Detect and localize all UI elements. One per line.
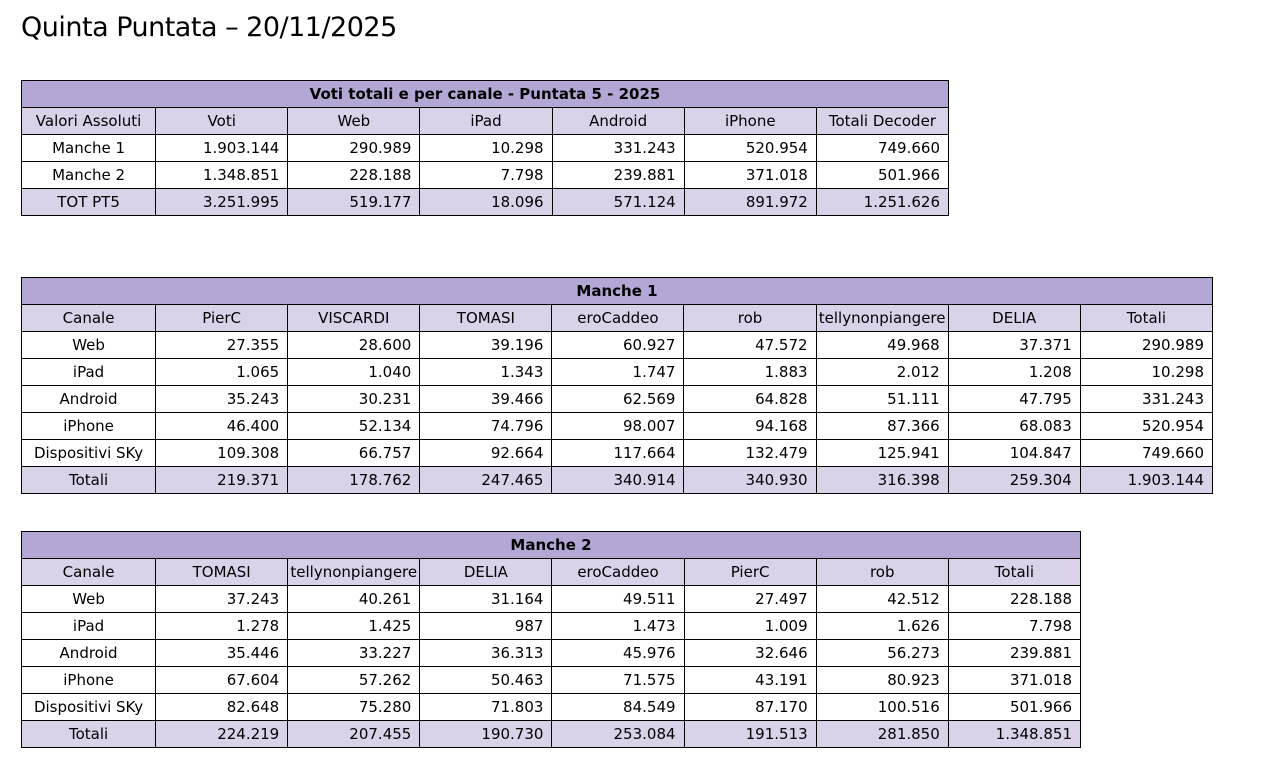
table-cell: 228.188 xyxy=(288,162,420,189)
table-cell: 64.828 xyxy=(684,386,816,413)
table-cell: 1.348.851 xyxy=(156,162,288,189)
table-row xyxy=(22,694,1081,721)
table-cell: 987 xyxy=(420,613,552,640)
row-label: Dispositivi SKy xyxy=(22,440,156,467)
table-cell: 92.664 xyxy=(420,440,552,467)
table-cell: 253.084 xyxy=(552,721,684,748)
table-cell: 891.972 xyxy=(684,189,816,216)
table-total-row xyxy=(22,467,1213,494)
table-row xyxy=(22,667,1081,694)
column-header: DELIA xyxy=(420,559,552,586)
table-cell: 1.626 xyxy=(816,613,948,640)
row-label: Android xyxy=(22,386,156,413)
votes-summary-table xyxy=(21,80,949,216)
column-header: Totali xyxy=(948,559,1080,586)
row-label: Web xyxy=(22,586,156,613)
table-cell: 519.177 xyxy=(288,189,420,216)
table-title-row xyxy=(22,532,1081,559)
column-header: PierC xyxy=(156,305,288,332)
column-header: Web xyxy=(288,108,420,135)
table-cell: 1.251.626 xyxy=(816,189,948,216)
table-cell: 259.304 xyxy=(948,467,1080,494)
table-row xyxy=(22,413,1213,440)
column-header: TOMASI xyxy=(156,559,288,586)
table-cell: 290.989 xyxy=(288,135,420,162)
column-header: Totali xyxy=(1080,305,1212,332)
table-cell: 71.803 xyxy=(420,694,552,721)
table-cell: 239.881 xyxy=(948,640,1080,667)
table-cell: 1.903.144 xyxy=(1080,467,1212,494)
column-header: iPad xyxy=(420,108,552,135)
table-cell: 49.511 xyxy=(552,586,684,613)
table-cell: 75.280 xyxy=(288,694,420,721)
table-cell: 1.473 xyxy=(552,613,684,640)
table-total-row xyxy=(22,189,949,216)
row-label: iPhone xyxy=(22,667,156,694)
table-cell: 62.569 xyxy=(552,386,684,413)
row-label: Manche 2 xyxy=(22,162,156,189)
row-label: Web xyxy=(22,332,156,359)
table-cell: 1.278 xyxy=(156,613,288,640)
table-row xyxy=(22,332,1213,359)
table-cell: 57.262 xyxy=(288,667,420,694)
table-cell: 340.914 xyxy=(552,467,684,494)
table-cell: 31.164 xyxy=(420,586,552,613)
table-cell: 28.600 xyxy=(288,332,420,359)
table-cell: 52.134 xyxy=(288,413,420,440)
table-row xyxy=(22,640,1081,667)
table-cell: 27.355 xyxy=(156,332,288,359)
table-cell: 331.243 xyxy=(1080,386,1212,413)
table-cell: 71.575 xyxy=(552,667,684,694)
row-label: Totali xyxy=(22,721,156,748)
table-cell: 520.954 xyxy=(1080,413,1212,440)
column-header: iPhone xyxy=(684,108,816,135)
table-cell: 36.313 xyxy=(420,640,552,667)
table-cell: 281.850 xyxy=(816,721,948,748)
table-row xyxy=(22,586,1081,613)
table-cell: 228.188 xyxy=(948,586,1080,613)
row-label: Dispositivi SKy xyxy=(22,694,156,721)
row-label: Totali xyxy=(22,467,156,494)
table-cell: 190.730 xyxy=(420,721,552,748)
table-row xyxy=(22,135,949,162)
table-cell: 316.398 xyxy=(816,467,948,494)
table-cell: 27.497 xyxy=(684,586,816,613)
column-header: rob xyxy=(684,305,816,332)
table-cell: 30.231 xyxy=(288,386,420,413)
table-cell: 84.549 xyxy=(552,694,684,721)
table-cell: 2.012 xyxy=(816,359,948,386)
column-header: eroCaddeo xyxy=(552,305,684,332)
table-cell: 340.930 xyxy=(684,467,816,494)
table-cell: 371.018 xyxy=(948,667,1080,694)
table-cell: 98.007 xyxy=(552,413,684,440)
column-header: Android xyxy=(552,108,684,135)
table-cell: 10.298 xyxy=(420,135,552,162)
manche-1-table xyxy=(21,277,1213,494)
table-header-row xyxy=(22,305,1213,332)
table-cell: 3.251.995 xyxy=(156,189,288,216)
table-cell: 207.455 xyxy=(288,721,420,748)
table-cell: 50.463 xyxy=(420,667,552,694)
row-label: iPad xyxy=(22,613,156,640)
column-header: VISCARDI xyxy=(288,305,420,332)
table-row xyxy=(22,440,1213,467)
table-cell: 56.273 xyxy=(816,640,948,667)
table-title: Voti totali e per canale - Puntata 5 - 2025 xyxy=(22,81,949,108)
table-cell: 501.966 xyxy=(816,162,948,189)
table-cell: 37.243 xyxy=(156,586,288,613)
table-cell: 33.227 xyxy=(288,640,420,667)
table-cell: 749.660 xyxy=(816,135,948,162)
column-header: tellynonpiangere xyxy=(288,559,420,586)
table-cell: 80.923 xyxy=(816,667,948,694)
row-label: iPhone xyxy=(22,413,156,440)
table-cell: 571.124 xyxy=(552,189,684,216)
column-header: eroCaddeo xyxy=(552,559,684,586)
table-cell: 1.208 xyxy=(948,359,1080,386)
row-label: Android xyxy=(22,640,156,667)
table-cell: 1.065 xyxy=(156,359,288,386)
column-header: DELIA xyxy=(948,305,1080,332)
table-cell: 247.465 xyxy=(420,467,552,494)
table-cell: 18.096 xyxy=(420,189,552,216)
table-cell: 1.425 xyxy=(288,613,420,640)
table-title-row xyxy=(22,278,1213,305)
table-cell: 39.466 xyxy=(420,386,552,413)
table-cell: 10.298 xyxy=(1080,359,1212,386)
table-row xyxy=(22,162,949,189)
table-title: Manche 2 xyxy=(22,532,1081,559)
table-cell: 37.371 xyxy=(948,332,1080,359)
column-header: Totali Decoder xyxy=(816,108,948,135)
table-row xyxy=(22,386,1213,413)
table-header-row xyxy=(22,559,1081,586)
table-cell: 239.881 xyxy=(552,162,684,189)
table-cell: 7.798 xyxy=(948,613,1080,640)
table-cell: 1.883 xyxy=(684,359,816,386)
table-cell: 46.400 xyxy=(156,413,288,440)
table-cell: 87.170 xyxy=(684,694,816,721)
table-cell: 43.191 xyxy=(684,667,816,694)
column-header: tellynonpiangere xyxy=(816,305,948,332)
table-cell: 224.219 xyxy=(156,721,288,748)
table-cell: 74.796 xyxy=(420,413,552,440)
table-cell: 35.446 xyxy=(156,640,288,667)
row-label: Manche 1 xyxy=(22,135,156,162)
table-cell: 219.371 xyxy=(156,467,288,494)
table-cell: 1.040 xyxy=(288,359,420,386)
table-cell: 1.747 xyxy=(552,359,684,386)
table-cell: 1.903.144 xyxy=(156,135,288,162)
table-cell: 132.479 xyxy=(684,440,816,467)
table-cell: 117.664 xyxy=(552,440,684,467)
column-header: Voti xyxy=(156,108,288,135)
table-header-row xyxy=(22,108,949,135)
table-title: Manche 1 xyxy=(22,278,1213,305)
table-cell: 87.366 xyxy=(816,413,948,440)
row-label: iPad xyxy=(22,359,156,386)
table-row xyxy=(22,613,1081,640)
table-total-row xyxy=(22,721,1081,748)
table-cell: 40.261 xyxy=(288,586,420,613)
table-row xyxy=(22,359,1213,386)
table-cell: 68.083 xyxy=(948,413,1080,440)
table-title-row xyxy=(22,81,949,108)
column-header: Canale xyxy=(22,559,156,586)
column-header: Canale xyxy=(22,305,156,332)
table-cell: 749.660 xyxy=(1080,440,1212,467)
table-cell: 1.009 xyxy=(684,613,816,640)
table-cell: 66.757 xyxy=(288,440,420,467)
table-cell: 371.018 xyxy=(684,162,816,189)
row-label: TOT PT5 xyxy=(22,189,156,216)
table-cell: 42.512 xyxy=(816,586,948,613)
manche-2-table xyxy=(21,531,1081,748)
table-cell: 7.798 xyxy=(420,162,552,189)
table-cell: 109.308 xyxy=(156,440,288,467)
table-cell: 104.847 xyxy=(948,440,1080,467)
table-cell: 45.976 xyxy=(552,640,684,667)
table-cell: 51.111 xyxy=(816,386,948,413)
table-cell: 47.795 xyxy=(948,386,1080,413)
table-cell: 82.648 xyxy=(156,694,288,721)
table-cell: 1.348.851 xyxy=(948,721,1080,748)
table-cell: 39.196 xyxy=(420,332,552,359)
table-cell: 35.243 xyxy=(156,386,288,413)
page-title: Quinta Puntata – 20/11/2025 xyxy=(21,12,397,43)
table-cell: 125.941 xyxy=(816,440,948,467)
table-cell: 60.927 xyxy=(552,332,684,359)
table-cell: 501.966 xyxy=(948,694,1080,721)
table-cell: 67.604 xyxy=(156,667,288,694)
table-cell: 100.516 xyxy=(816,694,948,721)
column-header: TOMASI xyxy=(420,305,552,332)
table-cell: 32.646 xyxy=(684,640,816,667)
table-cell: 49.968 xyxy=(816,332,948,359)
table-cell: 94.168 xyxy=(684,413,816,440)
table-cell: 47.572 xyxy=(684,332,816,359)
column-header: PierC xyxy=(684,559,816,586)
table-cell: 178.762 xyxy=(288,467,420,494)
table-cell: 290.989 xyxy=(1080,332,1212,359)
table-cell: 1.343 xyxy=(420,359,552,386)
column-header: Valori Assoluti xyxy=(22,108,156,135)
table-cell: 191.513 xyxy=(684,721,816,748)
column-header: rob xyxy=(816,559,948,586)
table-cell: 331.243 xyxy=(552,135,684,162)
table-cell: 520.954 xyxy=(684,135,816,162)
